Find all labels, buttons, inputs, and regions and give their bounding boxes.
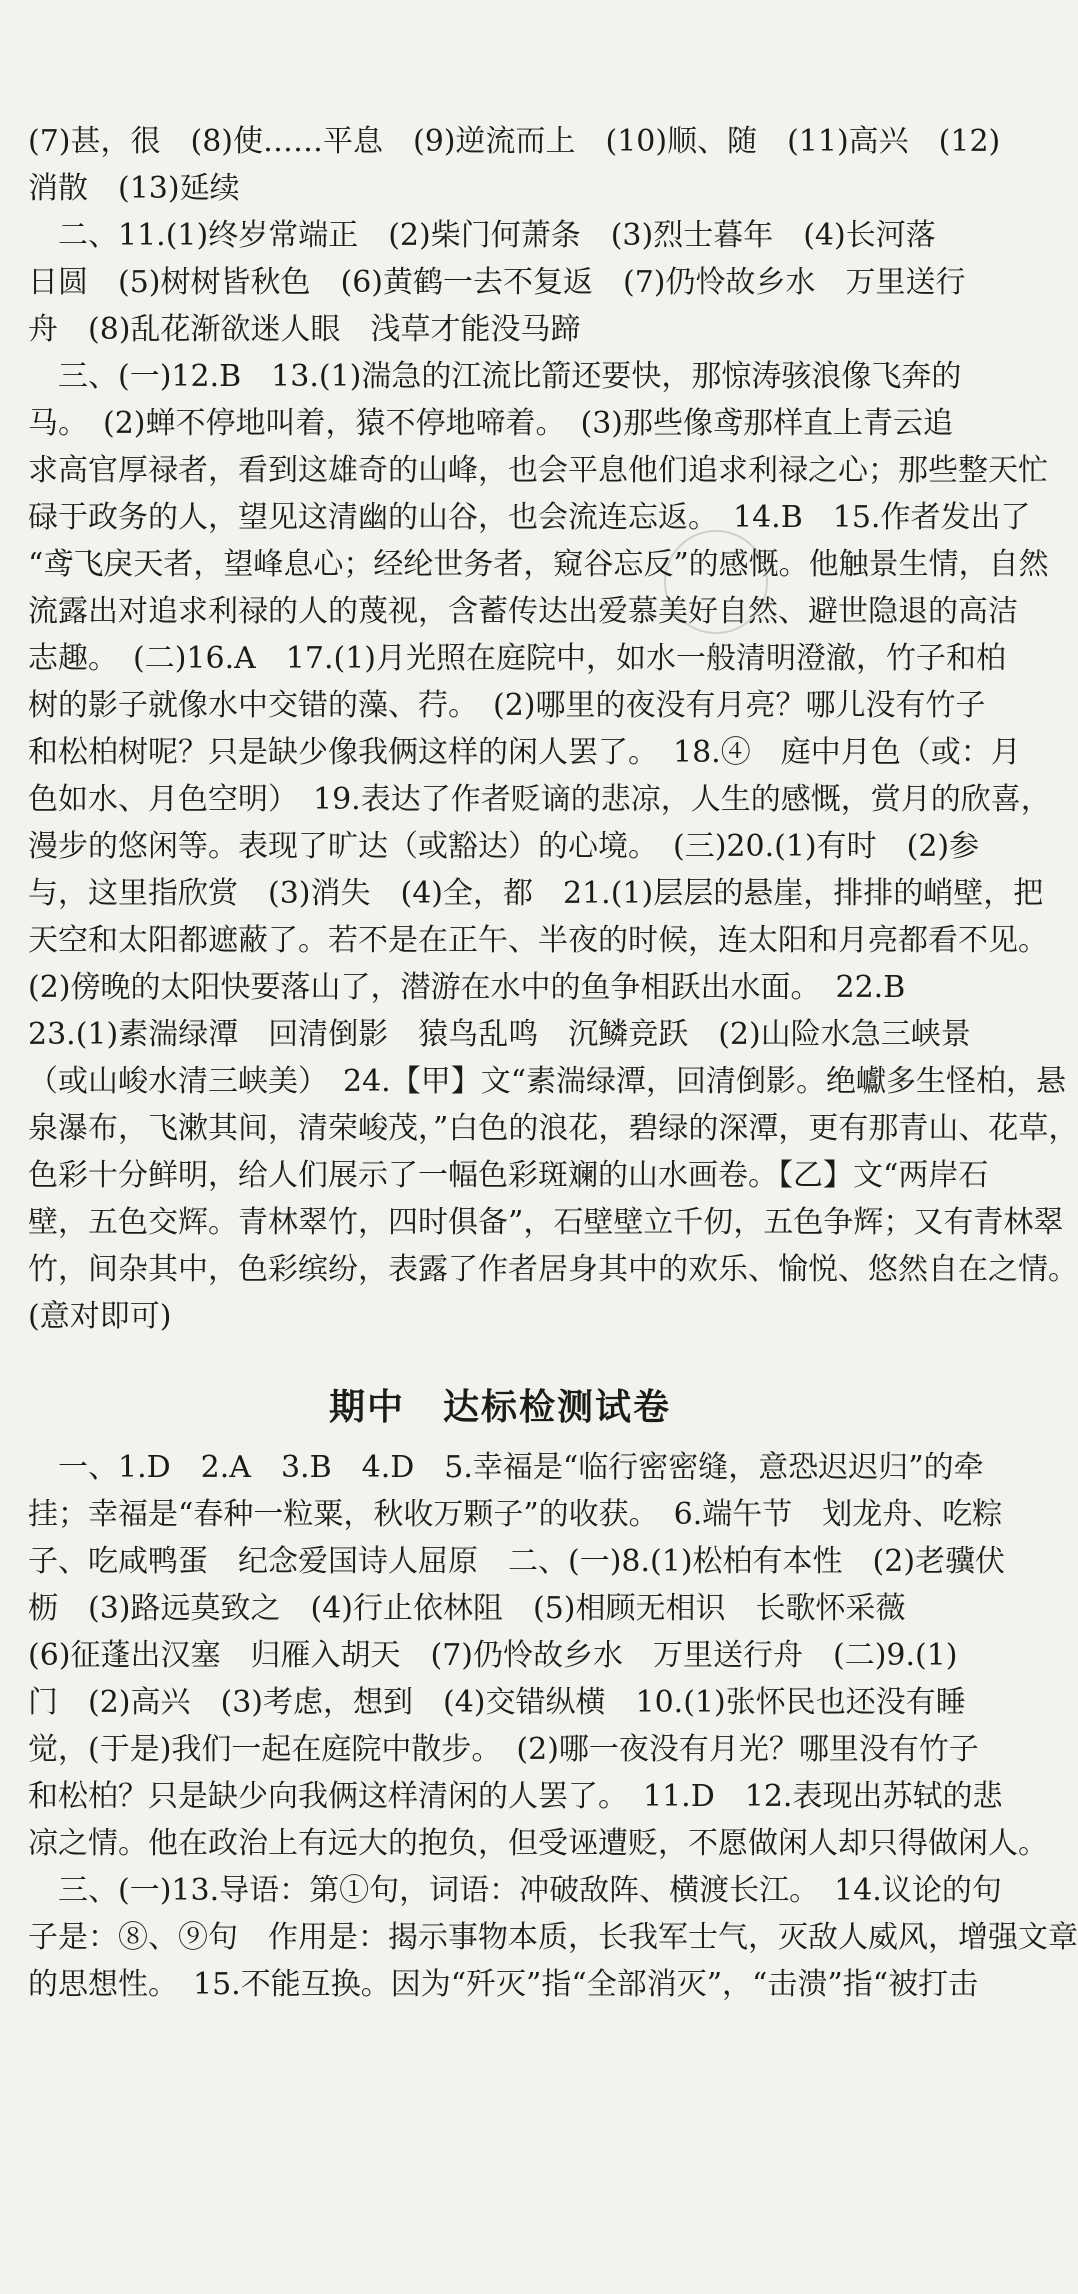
text-line: (2)傍晚的太阳快要落山了，潜游在水中的鱼争相跃出水面。 22.B — [28, 970, 906, 1005]
text-line: 马。 (2)蝉不停地叫着，猿不停地啼着。 (3)那些像鸢那样直上青云追 — [28, 406, 953, 441]
seal-stamp — [664, 530, 768, 634]
text-line: 树的影子就像水中交错的藻、荇。 (2)哪里的夜没有月亮？哪儿没有竹子 — [28, 688, 986, 723]
text-line: 流露出对追求利禄的人的蔑视，含蓄传达出爱慕美好自然、避世隐退的高洁 — [28, 594, 1018, 629]
text-line: 门 (2)高兴 (3)考虑，想到 (4)交错纵横 10.(1)张怀民也还没有睡 — [28, 1685, 966, 1720]
text-line: 枥 (3)路远莫致之 (4)行止依林阻 (5)相顾无相识 长歌怀采薇 — [28, 1591, 906, 1626]
text-line: 色如水、月色空明） 19.表达了作者贬谪的悲凉，人生的感慨，赏月的欣喜， — [28, 782, 1051, 817]
text-line: 凉之情。他在政治上有远大的抱负，但受诬遭贬，不愿做闲人却只得做闲人。 — [28, 1826, 1048, 1861]
text-line: 三、(一)12.B 13.(1)湍急的江流比箭还要快，那惊涛骇浪像飞奔的 — [28, 359, 962, 394]
text-line: 舟 (8)乱花渐欲迷人眼 浅草才能没马蹄 — [28, 312, 581, 347]
section-gap — [28, 1340, 972, 1370]
answers-top-block — [28, 118, 1078, 1340]
text-line: 二、11.(1)终岁常端正 (2)柴门何萧条 (3)烈士暮年 (4)长河落 — [28, 218, 936, 253]
text-line: 子是：⑧、⑨句 作用是：揭示事物本质，长我军士气，灭敌人威风，增强文章 — [28, 1920, 1078, 1955]
text-line: 壁，五色交辉。青林翠竹，四时俱备”，石壁壁立千仞，五色争辉；又有青林翠 — [28, 1205, 1064, 1240]
text-line: 觉，(于是)我们一起在庭院中散步。 (2)哪一夜没有月光？哪里没有竹子 — [28, 1732, 979, 1767]
text-line: 志趣。 (二)16.A 17.(1)月光照在庭院中，如水一般清明澄澈，竹子和柏 — [28, 641, 1006, 676]
text-line: 和松柏树呢？只是缺少像我俩这样的闲人罢了。 18.④ 庭中月色（或：月 — [28, 735, 1021, 770]
text-line: (意对即可) — [28, 1299, 172, 1334]
text-line: 消散 (13)延续 — [28, 171, 240, 206]
text-line: 三、(一)13.导语：第①句，词语：冲破敌阵、横渡长江。 14.议论的句 — [28, 1873, 1002, 1908]
section-title: 期中 达标检测试卷 — [328, 1387, 671, 1428]
text-line: 23.(1)素湍绿潭 回清倒影 猿鸟乱鸣 沉鳞竞跃 (2)山险水急三峡景 — [28, 1017, 971, 1052]
text-line: 泉瀑布，飞漱其间，清荣峻茂，”白色的浪花，碧绿的深潭，更有那青山、花草， — [28, 1111, 1078, 1146]
text-line: 与，这里指欣赏 (3)消失 (4)全，都 21.(1)层层的悬崖，排排的峭壁，把 — [28, 876, 1044, 911]
text-line: 竹，间杂其中，色彩缤纷，表露了作者居身其中的欢乐、愉悦、悠然自在之情。 — [28, 1252, 1078, 1287]
text-line: 天空和太阳都遮蔽了。若不是在正午、半夜的时候，连太阳和月亮都看不见。 — [28, 923, 1048, 958]
text-line: 碌于政务的人，望见这清幽的山谷，也会流连忘返。 14.B 15.作者发出了 — [28, 500, 1031, 535]
text-line: 日圆 (5)树树皆秋色 (6)黄鹤一去不复返 (7)仍怜故乡水 万里送行 — [28, 265, 966, 300]
text-line: 的思想性。 15.不能互换。因为“歼灭”指“全部消灭”，“击溃”指“被打击 — [28, 1967, 979, 2002]
text-line: 挂；幸福是“春种一粒粟，秋收万颗子”的收获。 6.端午节 划龙舟、吃粽 — [28, 1497, 1003, 1532]
text-line: 色彩十分鲜明，给人们展示了一幅色彩斑斓的山水画卷。【乙】文“两岸石 — [28, 1158, 989, 1193]
text-line: （或山峻水清三峡美） 24.【甲】文“素湍绿潭，回清倒影。绝巘多生怪柏，悬 — [28, 1064, 1067, 1099]
text-line: 漫步的悠闲等。表现了旷达（或豁达）的心境。 (三)20.(1)有时 (2)参 — [28, 829, 980, 864]
text-line: 求高官厚禄者，看到这雄奇的山峰，也会平息他们追求利禄之心；那些整天忙 — [28, 453, 1048, 488]
answers-bottom-block — [28, 1444, 1078, 2008]
text-line: (6)征蓬出汉塞 归雁入胡天 (7)仍怜故乡水 万里送行舟 (二)9.(1) — [28, 1638, 958, 1673]
text-line: 一、1.D 2.A 3.B 4.D 5.幸福是“临行密密缝，意恐迟迟归”的牵 — [28, 1450, 984, 1485]
text-line: “鸢飞戾天者，望峰息心；经纶世务者，窥谷忘反”的感慨。他触景生情，自然 — [28, 547, 1049, 582]
text-line: 子、吃咸鸭蛋 纪念爱国诗人屈原 二、(一)8.(1)松柏有本性 (2)老骥伏 — [28, 1544, 1006, 1579]
text-line: 和松柏？只是缺少向我俩这样清闲的人罢了。 11.D 12.表现出苏轼的悲 — [28, 1779, 1003, 1814]
text-line: (7)甚，很 (8)使……平息 (9)逆流而上 (10)顺、随 (11)高兴 (12) — [28, 124, 1001, 159]
